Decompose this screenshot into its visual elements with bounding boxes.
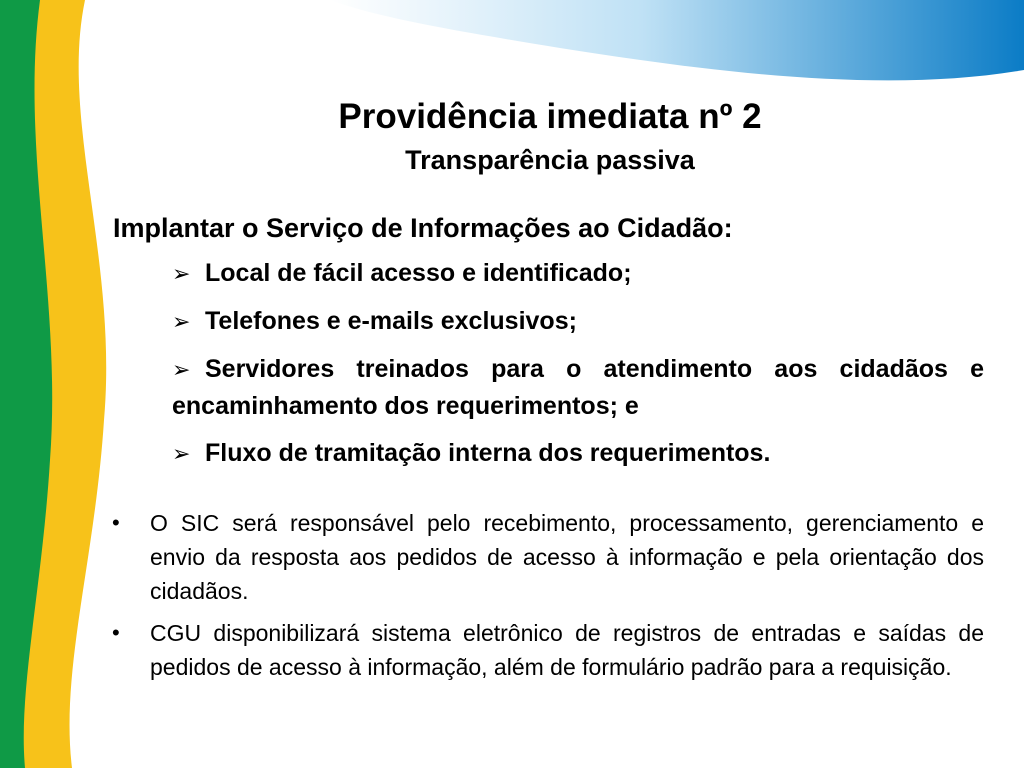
list-item — [172, 303, 984, 340]
dot-bullet-icon: • — [112, 620, 120, 645]
list-item-text: Fluxo de tramitação interna dos requerimentos. — [205, 439, 771, 467]
list-item-text: O SIC será responsável pelo recebimento, processamento, gerenciamento e envio da resposta aos pedidos de acesso à informação e pela orientação dos cidadãos. — [150, 510, 984, 604]
list-item — [110, 506, 984, 608]
list-item-text: CGU disponibilizará sistema eletrônico de registros de entradas e saídas de pedidos de acesso à informação, além de formulário padrão para a requisição. — [150, 620, 984, 680]
list-item — [172, 255, 984, 292]
section-heading: Implantar o Serviço de Informações ao Cidadão: — [113, 213, 733, 243]
list-item — [172, 351, 984, 424]
arrow-bullet-icon: ➢ — [172, 357, 191, 382]
bullet-list — [110, 506, 984, 692]
list-item — [110, 616, 984, 684]
list-item-text: Local de fácil acesso e identificado; — [205, 259, 632, 287]
arrow-bullet-icon: ➢ — [172, 441, 191, 466]
arrow-bullet-icon: ➢ — [172, 309, 191, 334]
list-item — [172, 435, 984, 472]
dot-bullet-icon: • — [112, 510, 120, 535]
slide-title: Providência imediata nº 2 — [338, 97, 762, 136]
sub-item-list — [172, 255, 984, 483]
arrow-bullet-icon: ➢ — [172, 261, 191, 286]
slide-subtitle: Transparência passiva — [405, 145, 695, 175]
list-item-text: Telefones e e-mails exclusivos; — [205, 307, 577, 335]
list-item-text: Servidores treinados para o atendimento aos cidadãos e encaminhamento dos requerimentos; e — [172, 355, 984, 420]
